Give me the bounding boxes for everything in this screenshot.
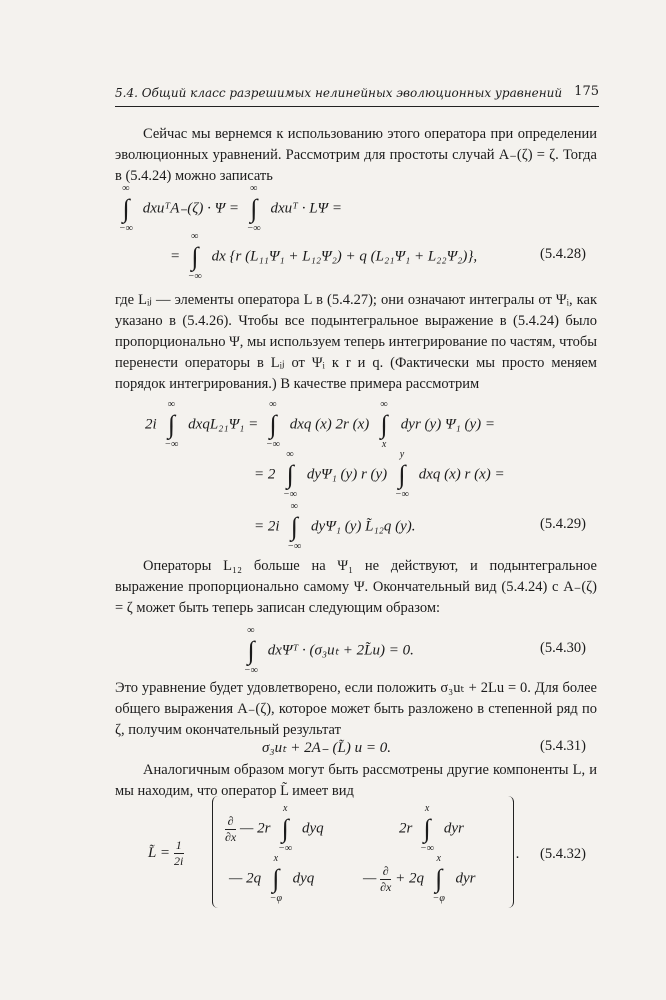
integral: ∞ ∫ −∞: [283, 449, 298, 500]
integral: ∞ ∫ −∞: [246, 183, 261, 234]
fraction-one-over-2i: $\frac{1}{2i}$: [174, 838, 184, 868]
page-number: 175: [574, 84, 599, 99]
integral: ∞ ∫ −∞: [119, 183, 133, 234]
paragraph-1: Сейчас мы вернемся к использованию этого оператора при определении эволюционных уравнений. Рассмотрим для простоты случай A₋(ζ) = ζ. Тогда в (5.4.24) можно записать: [115, 126, 597, 184]
integral: ∞ ∫ −∞: [164, 399, 179, 450]
integral: ∞ ∫ −∞: [244, 625, 258, 676]
matrix-cell-22: — $\frac{\partial}{\partial x}$ + 2q x ∫ −φ dyr: [363, 853, 476, 904]
equation-5-4-30: ∞ ∫ −∞ dxΨᵀ · (σ₃uₜ + 2L̃u) = 0.: [240, 626, 414, 676]
integral: y ∫ −∞: [394, 449, 409, 500]
equation-5-4-29-line1: 2i ∞ ∫ −∞ dxqL₂₁Ψ₁ = ∞ ∫ −∞ dxq (x) 2r (x) ∞ ∫ x dyr (y) Ψ₁ (y) =: [145, 399, 495, 450]
equation-number-5-4-32: (5.4.32): [540, 846, 586, 862]
equation-number-5-4-30: (5.4.30): [540, 640, 586, 656]
eq-5-4-28-rhs: dxuᵀ · LΨ =: [270, 200, 342, 217]
matrix-cell-11: $\frac{\partial}{\partial x}$ — 2r x ∫ −∞ dyq: [225, 803, 324, 854]
paragraph-4: Это уравнение будет удовлетворено, если положить σ₃uₜ + 2Lu = 0. Для более общего выражения A₋(ζ), которое может быть разложено в степенной ряд по ζ, получим окончательный результат: [115, 680, 597, 738]
paragraph-3: Операторы L₁₂ больше на Ψ₁ не действуют, и подынтегральное выражение пропорционально самому Ψ. Окончательный вид (5.4.24) с A₋(ζ) = ζ может быть теперь записан следующим образом:: [115, 558, 597, 616]
equation-5-4-29-line3: = 2i ∞ ∫ −∞ dyΨ₁ (y) L̃₁₂q (y).: [254, 501, 416, 552]
equation-5-4-28-line1: [115, 184, 342, 234]
equation-5-4-29-line2: = 2 ∞ ∫ −∞ dyΨ₁ (y) r (y) y ∫ −∞ dxq (x) r (x) =: [254, 449, 505, 500]
equation-5-4-32-period: .: [516, 846, 520, 862]
eq-5-4-28-lhs: dxuᵀA₋(ζ) · Ψ =: [142, 200, 240, 217]
equation-number-5-4-28: (5.4.28): [540, 246, 586, 262]
eq-5-4-28-body: dx {r (L₁₁Ψ₁ + L₁₂Ψ₂) + q (L₂₁Ψ₁ + L₂₂Ψ₂)},: [211, 248, 478, 265]
integral: ∞ ∫ −∞: [287, 501, 302, 552]
integral: ∞ ∫ −∞: [266, 399, 280, 450]
equation-5-4-28-line2: = ∞ ∫ −∞ dx {r (L₁₁Ψ₁ + L₁₂Ψ₂) + q (L₂₁Ψ₁ + L₂₂Ψ₂)},: [170, 231, 478, 282]
paragraph-2: где Lᵢⱼ — элементы оператора L в (5.4.27); они означают интегралы от Ψᵢ, как указано в (5.4.26). Чтобы все подынтегральное выражение в (5.4.24) было пропорционально Ψ, мы используем теперь интегрирование по частям, чтобы перенести операторы в Lᵢⱼ от Ψᵢ к r и q. (Фактически мы просто меняем порядок интегрирования.) В качестве примера рассмотрим: [115, 292, 597, 392]
equation-number-5-4-31: (5.4.31): [540, 738, 586, 754]
integral: ∞ ∫ x: [380, 399, 388, 450]
matrix-cell-12: 2r x ∫ −∞ dyr: [399, 803, 464, 854]
matrix-cell-21: — 2q x ∫ −φ dyq: [229, 853, 315, 904]
equation-5-4-32-lhs: L̃ = $\frac{1}{2i}$: [148, 838, 184, 868]
matrix-L-tilde: [212, 796, 514, 908]
integral: ∞ ∫ −∞: [187, 231, 202, 282]
paragraph-5: Аналогичным образом могут быть рассмотрены другие компоненты L, и мы находим, что оператор L̃ имеет вид: [115, 762, 597, 799]
running-title: 5.4. Общий класс разрешимых нелинейных эволюционных уравнений: [115, 86, 563, 100]
running-header: [115, 84, 599, 107]
equation-5-4-31: σ₃uₜ + 2A₋ (L̃) u = 0.: [262, 740, 391, 756]
equation-number-5-4-29: (5.4.29): [540, 516, 586, 532]
